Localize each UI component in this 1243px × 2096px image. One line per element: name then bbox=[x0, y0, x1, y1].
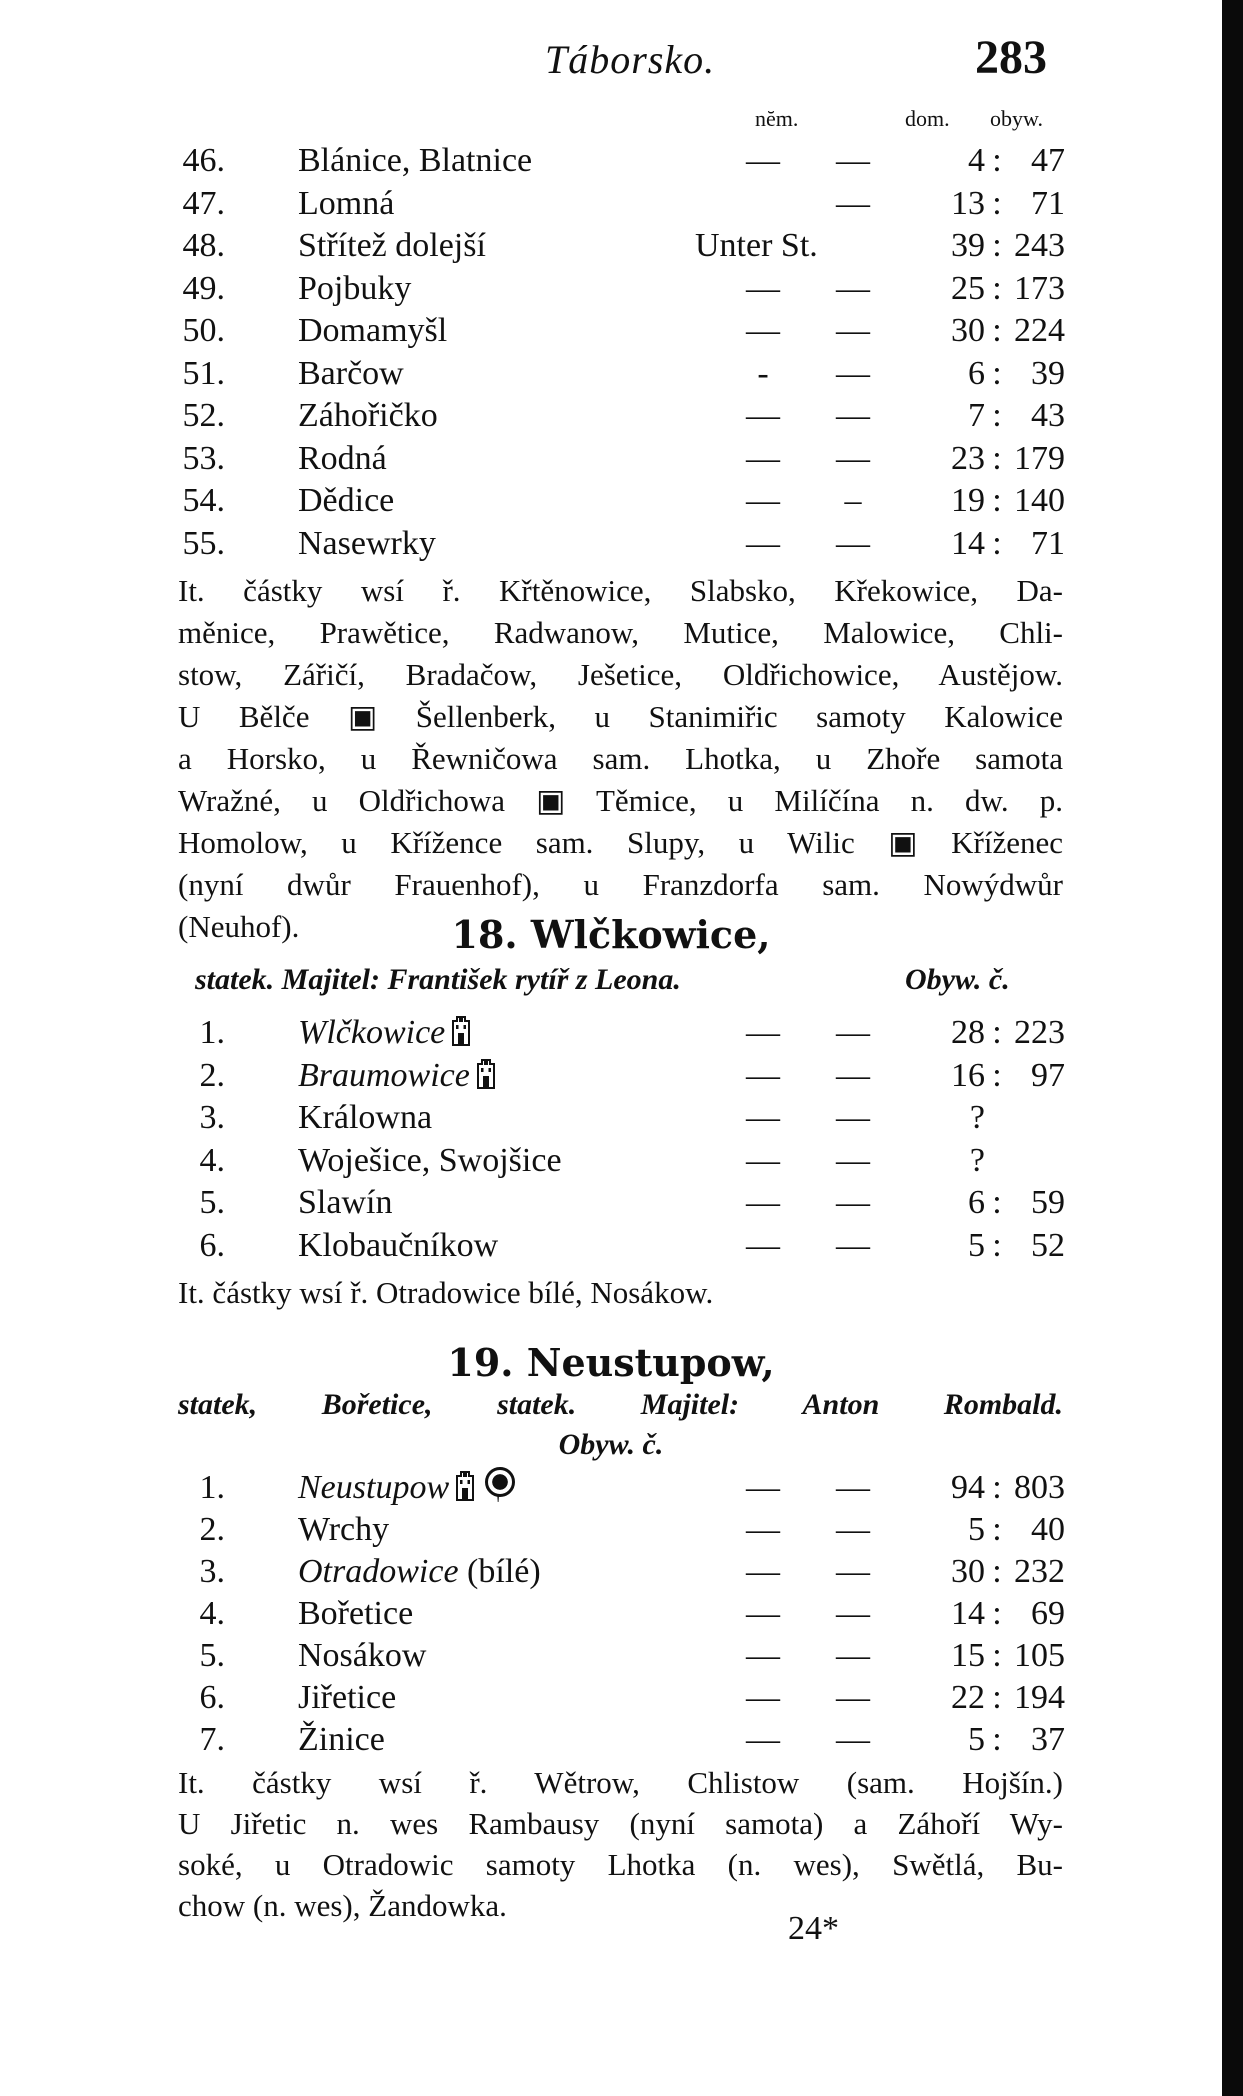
castle-icon bbox=[455, 1468, 475, 1502]
place-name-text: Braumowice bbox=[298, 1056, 470, 1094]
note-line: měnice, Prawětice, Radwanow, Mutice, Malowice, Chli- bbox=[178, 615, 1063, 650]
dash-mark: - bbox=[757, 354, 769, 392]
population-count: 52 bbox=[1031, 1226, 1065, 1264]
dash-mark: — bbox=[746, 312, 780, 349]
place-name-text: Rodná bbox=[298, 439, 387, 477]
colon-separator: : bbox=[992, 227, 1002, 264]
section17_rows-row bbox=[0, 353, 1222, 395]
population-count: 43 bbox=[1031, 397, 1065, 434]
row-number: 53. bbox=[182, 439, 225, 477]
colon-separator: : bbox=[992, 1056, 1002, 1094]
house-count: 15 bbox=[951, 1637, 985, 1674]
dash-mark: — bbox=[746, 482, 780, 519]
section-18-heading: 18. Wlčkowice, bbox=[451, 912, 771, 957]
colon-separator: : bbox=[992, 1595, 1002, 1632]
place-name-text: Žinice bbox=[298, 1721, 385, 1758]
colon-separator: : bbox=[992, 354, 1002, 392]
running-title: Táborsko. bbox=[545, 37, 716, 82]
dash-mark: — bbox=[836, 1595, 870, 1632]
row-number: 48. bbox=[182, 227, 225, 264]
place-name-text: Záhořičko bbox=[298, 397, 438, 434]
colon-separator: : bbox=[992, 1469, 1002, 1506]
dash-mark: — bbox=[746, 1511, 780, 1548]
house-count: 6 bbox=[968, 354, 985, 392]
dash-mark: — bbox=[746, 1553, 780, 1590]
running-head bbox=[0, 28, 1222, 88]
place-name bbox=[298, 1593, 413, 1635]
place-name-text: Dědice bbox=[298, 482, 395, 519]
house-count: 16 bbox=[951, 1056, 985, 1094]
dash-mark: — bbox=[746, 1226, 780, 1264]
dash-mark: — bbox=[746, 1679, 780, 1716]
place-name-text: Slawín bbox=[298, 1184, 393, 1221]
dash-mark: — bbox=[836, 1469, 870, 1506]
place-name bbox=[298, 353, 404, 395]
place-name-text: Otradowice bbox=[298, 1553, 459, 1590]
section18.rows-row bbox=[0, 1012, 1222, 1054]
dash-mark: — bbox=[836, 1226, 870, 1264]
castle-icon bbox=[476, 1056, 496, 1090]
section-19-heading: 19. Neustupow, bbox=[447, 1340, 775, 1385]
place-name bbox=[298, 1012, 477, 1054]
dash-mark: – bbox=[844, 482, 862, 519]
house-count: 5 bbox=[968, 1226, 985, 1264]
house-count: 25 bbox=[951, 269, 985, 307]
section17_rows-row bbox=[0, 523, 1222, 565]
house-count: 14 bbox=[951, 1595, 985, 1632]
row-number: 50. bbox=[182, 312, 225, 349]
place-name-text: Střítež dolejší bbox=[298, 227, 486, 264]
place-name-text: Nasewrky bbox=[298, 524, 436, 562]
place-name-text: Bořetice bbox=[298, 1595, 414, 1632]
section17_rows-row bbox=[0, 480, 1222, 522]
dash-mark: — bbox=[836, 524, 870, 562]
house-count: ? bbox=[969, 1141, 985, 1179]
dash-mark: — bbox=[836, 1141, 870, 1179]
population-count: 173 bbox=[1014, 269, 1065, 307]
dash-mark: — bbox=[836, 312, 870, 349]
house-count: 23 bbox=[951, 439, 985, 477]
section-19-column-label: Obyw. č. bbox=[558, 1428, 664, 1461]
colon-separator: : bbox=[992, 1721, 1002, 1758]
row-number: 54. bbox=[182, 482, 225, 519]
dash-mark: — bbox=[836, 1184, 870, 1221]
dash-mark: — bbox=[836, 1553, 870, 1590]
dash-mark: — bbox=[836, 184, 870, 222]
section19.rows-row bbox=[0, 1593, 1222, 1635]
section19.rows-row bbox=[0, 1719, 1222, 1761]
place-name bbox=[298, 438, 387, 480]
section19.rows-row bbox=[0, 1677, 1222, 1719]
church-parish-icon bbox=[485, 1467, 515, 1497]
row-number: 1. bbox=[199, 1469, 225, 1506]
row-number: 49. bbox=[182, 269, 225, 307]
dash-mark: — bbox=[836, 1014, 870, 1051]
place-name-text: Pojbuky bbox=[298, 269, 412, 307]
place-name-text: Wlčkowice bbox=[298, 1014, 446, 1051]
house-count: 14 bbox=[951, 524, 985, 562]
colon-separator: : bbox=[992, 184, 1002, 222]
section-18-subtitle: statek. Majitel: František rytíř z Leona. bbox=[195, 963, 681, 996]
place-name-text: Woješice, Swojšice bbox=[298, 1141, 562, 1179]
dash-mark: — bbox=[836, 397, 870, 434]
section18.rows-row bbox=[0, 1225, 1222, 1267]
place-name-text: Králowna bbox=[298, 1099, 433, 1136]
population-count: 37 bbox=[1031, 1721, 1065, 1758]
dash-mark: — bbox=[746, 142, 780, 179]
section17_rows-row bbox=[0, 183, 1222, 225]
row-number: 51. bbox=[182, 354, 225, 392]
row-number: 6. bbox=[199, 1226, 225, 1264]
place-name-text: Nosákow bbox=[298, 1637, 427, 1674]
colon-separator: : bbox=[992, 142, 1002, 179]
dash-mark: — bbox=[836, 439, 870, 477]
section17_rows-row bbox=[0, 310, 1222, 352]
colon-separator: : bbox=[992, 482, 1002, 519]
house-count: 22 bbox=[951, 1679, 985, 1716]
scan-edge bbox=[1222, 0, 1243, 2096]
place-name-text: Klobaučníkow bbox=[298, 1226, 499, 1264]
place-name bbox=[298, 268, 411, 310]
dash-mark: — bbox=[746, 1184, 780, 1221]
section18.rows-row bbox=[0, 1055, 1222, 1097]
row-number: 3. bbox=[199, 1553, 225, 1590]
place-name bbox=[298, 183, 394, 225]
population-count: 223 bbox=[1014, 1014, 1065, 1051]
colon-separator: : bbox=[992, 1014, 1002, 1051]
place-name-suffix: (bílé) bbox=[467, 1553, 541, 1590]
dash-mark: — bbox=[836, 142, 870, 179]
dash-mark: — bbox=[746, 269, 780, 307]
section18.rows-row bbox=[0, 1097, 1222, 1139]
population-count: 69 bbox=[1031, 1595, 1065, 1632]
section19.rows-row bbox=[0, 1509, 1222, 1551]
note-line: soké, u Otradowic samoty Lhotka (n. wes), Swětlá, Bu- bbox=[178, 1847, 1063, 1882]
population-count: 47 bbox=[1031, 142, 1065, 179]
place-name bbox=[298, 523, 436, 565]
colon-separator: : bbox=[992, 1226, 1002, 1264]
section17_rows-row bbox=[0, 395, 1222, 437]
population-count: 97 bbox=[1031, 1056, 1065, 1094]
german-name: Unter St. bbox=[695, 227, 818, 264]
place-name bbox=[298, 1509, 389, 1551]
place-name bbox=[298, 1225, 498, 1267]
note-line: U Jiřetic n. wes Rambausy (nyní samota) a Záhoří Wy- bbox=[178, 1806, 1063, 1841]
page-number: 283 bbox=[975, 31, 1047, 84]
dash-mark: — bbox=[836, 1099, 870, 1136]
dash-mark: — bbox=[746, 1056, 780, 1094]
place-name bbox=[298, 225, 486, 267]
colon-separator: : bbox=[992, 439, 1002, 477]
row-number: 5. bbox=[199, 1637, 225, 1674]
house-count: 30 bbox=[951, 312, 985, 349]
place-name bbox=[298, 395, 438, 437]
population-count: 105 bbox=[1014, 1637, 1065, 1674]
row-number: 5. bbox=[199, 1184, 225, 1221]
colon-separator: : bbox=[992, 1679, 1002, 1716]
dash-mark: — bbox=[836, 1637, 870, 1674]
place-name bbox=[298, 310, 447, 352]
population-count: 71 bbox=[1031, 184, 1065, 222]
colon-separator: : bbox=[992, 1184, 1002, 1221]
section18.rows-row bbox=[0, 1140, 1222, 1182]
dash-mark: — bbox=[836, 269, 870, 307]
colon-separator: : bbox=[992, 312, 1002, 349]
dash-mark: — bbox=[836, 1056, 870, 1094]
note-line: chow (n. wes), Žandowka. bbox=[178, 1888, 507, 1923]
place-name-text: Neustupow bbox=[298, 1469, 450, 1506]
house-count: 94 bbox=[951, 1469, 985, 1506]
place-name bbox=[298, 1182, 392, 1224]
population-count: 179 bbox=[1014, 439, 1065, 477]
colon-separator: : bbox=[992, 1637, 1002, 1674]
castle-icon bbox=[451, 1013, 471, 1047]
row-number: 55. bbox=[182, 524, 225, 562]
note-line: stow, Zářičí, Bradačow, Ješetice, Oldřichowice, Austějow. bbox=[178, 657, 1063, 692]
dash-mark: — bbox=[746, 397, 780, 434]
dash-mark: — bbox=[746, 1721, 780, 1758]
dash-mark: — bbox=[836, 1721, 870, 1758]
row-number: 4. bbox=[199, 1595, 225, 1632]
place-name-text: Lomná bbox=[298, 184, 395, 222]
population-count: 803 bbox=[1014, 1469, 1065, 1506]
house-count: 28 bbox=[951, 1014, 985, 1051]
population-count: 243 bbox=[1014, 227, 1065, 264]
population-count: 39 bbox=[1031, 354, 1065, 392]
note-line: Wražné, u Oldřichowa ▣ Těmice, u Milíčína n. dw. p. bbox=[178, 783, 1063, 818]
place-name-text: Wrchy bbox=[298, 1511, 390, 1548]
house-count: 30 bbox=[951, 1553, 985, 1590]
row-number: 46. bbox=[182, 142, 225, 179]
place-name bbox=[298, 1467, 507, 1509]
section18.rows-row bbox=[0, 1182, 1222, 1224]
place-name-text: Domamyšl bbox=[298, 312, 448, 349]
section17_rows-row bbox=[0, 225, 1222, 267]
dash-mark: — bbox=[746, 1637, 780, 1674]
place-name bbox=[298, 1055, 502, 1097]
place-name bbox=[298, 1097, 432, 1139]
place-name-text: Jiřetice bbox=[298, 1679, 397, 1716]
colon-separator: : bbox=[992, 524, 1002, 562]
section-18-note: It. částky wsí ř. Otradowice bílé, Nosákow. bbox=[178, 1275, 714, 1310]
section17_rows-row bbox=[0, 140, 1222, 182]
place-name bbox=[298, 140, 532, 182]
place-name bbox=[298, 1677, 396, 1719]
signature-mark: 24* bbox=[788, 1910, 839, 1947]
house-count: 5 bbox=[968, 1721, 985, 1758]
dash-mark: — bbox=[836, 354, 870, 392]
place-name-text: Barčow bbox=[298, 354, 404, 392]
dash-mark: — bbox=[746, 1141, 780, 1179]
place-name bbox=[298, 1635, 426, 1677]
section19.rows-row bbox=[0, 1551, 1222, 1593]
colon-separator: : bbox=[992, 1553, 1002, 1590]
note-line: It. částky wsí ř. Wětrow, Chlistow (sam. Hojšín.) bbox=[178, 1765, 1063, 1800]
row-number: 47. bbox=[182, 184, 225, 222]
row-number: 1. bbox=[199, 1014, 225, 1051]
population-count: 232 bbox=[1014, 1553, 1065, 1590]
section17_rows-row bbox=[0, 268, 1222, 310]
colon-separator: : bbox=[992, 1511, 1002, 1548]
population-count: 194 bbox=[1014, 1679, 1065, 1716]
place-name bbox=[298, 1551, 541, 1593]
section-19-subtitle: statek, Bořetice, statek. Majitel: Anton Rombald. bbox=[178, 1388, 1063, 1421]
row-number: 52. bbox=[182, 397, 225, 434]
house-count: 6 bbox=[968, 1184, 985, 1221]
dash-mark: — bbox=[746, 1469, 780, 1506]
population-count: 59 bbox=[1031, 1184, 1065, 1221]
column-header-dom: dom. bbox=[905, 106, 950, 131]
colon-separator: : bbox=[992, 269, 1002, 307]
house-count: 19 bbox=[951, 482, 985, 519]
section19.rows-row bbox=[0, 1467, 1222, 1509]
dash-mark: — bbox=[746, 1014, 780, 1051]
dash-mark: — bbox=[746, 1595, 780, 1632]
place-name bbox=[298, 480, 394, 522]
section-18-column-label: Obyw. č. bbox=[905, 963, 1010, 996]
house-count: 4 bbox=[968, 142, 985, 179]
row-number: 2. bbox=[199, 1511, 225, 1548]
house-count: 39 bbox=[951, 227, 985, 264]
note-line: U Bělče ▣ Šellenberk, u Stanimiřic samoty Kalowice bbox=[178, 699, 1063, 734]
population-count: 40 bbox=[1031, 1511, 1065, 1548]
note-line: Homolow, u Křížence sam. Slupy, u Wilic ▣ Kříženec bbox=[178, 825, 1063, 860]
section19.rows-row bbox=[0, 1635, 1222, 1677]
dash-mark: — bbox=[746, 1099, 780, 1136]
house-count: ? bbox=[969, 1099, 985, 1136]
row-number: 4. bbox=[199, 1141, 225, 1179]
row-number: 2. bbox=[199, 1056, 225, 1094]
note-line: (nyní dwůr Frauenhof), u Franzdorfa sam. Nowýdwůr bbox=[178, 867, 1063, 902]
place-name bbox=[298, 1140, 562, 1182]
population-count: 140 bbox=[1014, 482, 1065, 519]
house-count: 7 bbox=[968, 397, 985, 434]
note-line: (Neuhof). bbox=[178, 909, 300, 944]
colon-separator: : bbox=[992, 397, 1002, 434]
population-count: 224 bbox=[1014, 312, 1065, 349]
house-count: 5 bbox=[968, 1511, 985, 1548]
section17_rows-row bbox=[0, 438, 1222, 480]
dash-mark: — bbox=[836, 1511, 870, 1548]
note-line: a Horsko, u Řewničowa sam. Lhotka, u Zhoře samota bbox=[178, 741, 1063, 776]
row-number: 7. bbox=[199, 1721, 225, 1758]
dash-mark: — bbox=[836, 1679, 870, 1716]
place-name-text: Blánice, Blatnice bbox=[298, 142, 533, 179]
column-header-obyw: obyw. bbox=[990, 106, 1043, 131]
dash-mark: — bbox=[746, 524, 780, 562]
row-number: 6. bbox=[199, 1679, 225, 1716]
place-name bbox=[298, 1719, 385, 1761]
note-line: It. částky wsí ř. Křtěnowice, Slabsko, Křekowice, Da- bbox=[178, 573, 1063, 608]
house-count: 13 bbox=[951, 184, 985, 222]
population-count: 71 bbox=[1031, 524, 1065, 562]
dash-mark: — bbox=[746, 439, 780, 477]
column-header-nem: nĕm. bbox=[755, 106, 799, 131]
row-number: 3. bbox=[199, 1099, 225, 1136]
